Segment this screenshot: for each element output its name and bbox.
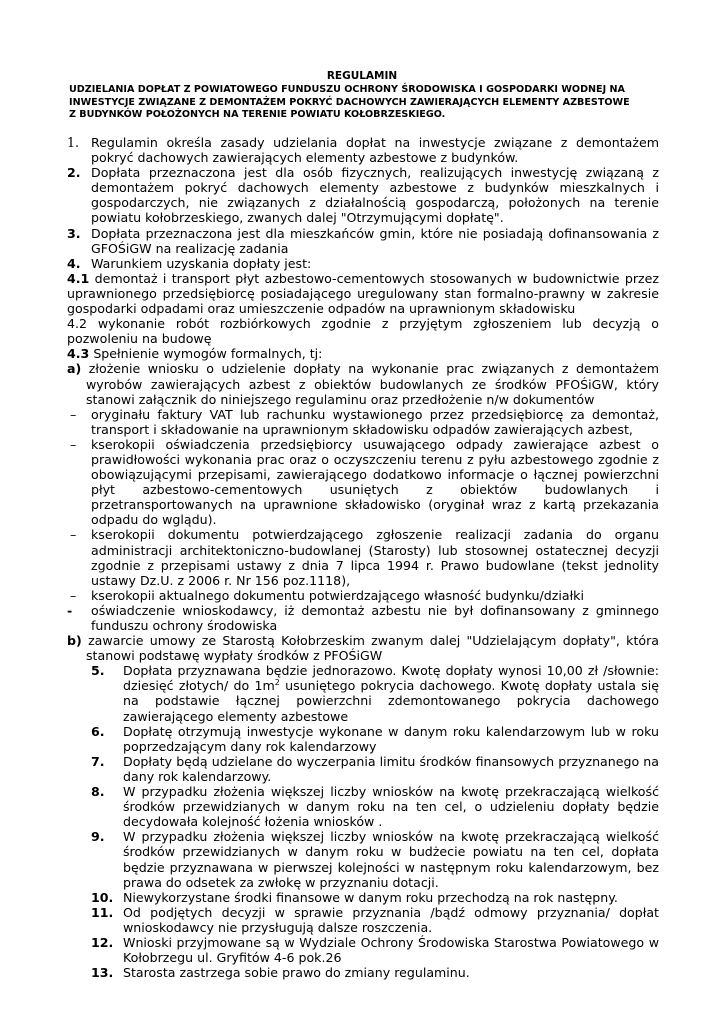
rule-item-12 (67, 935, 659, 965)
dash-bullet: – (70, 587, 77, 603)
rule-item-9 (67, 829, 659, 889)
document-list-item (67, 527, 659, 587)
document-list-item (67, 588, 659, 603)
item-number: 4.1 (67, 270, 90, 286)
item-text: demontaż i transport płyt azbestowo-cementowych stosowanych w budownictwie przez uprawnionego przedsiębiorcę posiadającego uregulowany stan formalno-prawny w zakresie gospodarki odpadami oraz umieszczenie odpadów na uprawnionym składowisku (67, 270, 659, 317)
item-text: oświadczenie wnioskodawcy, iż demontaż azbestu nie był dofinansowany z gminnego funduszu ochrony środowiska (91, 602, 659, 633)
item-number: 10. (91, 889, 114, 905)
item-number: 2. (67, 165, 81, 181)
document-list-item (67, 603, 659, 633)
item-text: Regulamin określa zasady udzielania dopłat na inwestycje związane z demontażem pokryć dachowych zawierających elementy azbestowe z budynków. (91, 135, 659, 166)
item-text: Dopłata przyznawana będzie jednorazowo. Kwotę dopłaty wynosi 10,00 zł /słownie: dziesięć złotych/ do 1m (123, 663, 659, 694)
item-number: 4.3 (67, 346, 90, 362)
rule-item-4-1 (67, 271, 659, 316)
item-number: 5. (91, 663, 105, 679)
item-number: 6. (91, 723, 105, 739)
item-text: Spełnienie wymogów formalnych, tj: (89, 346, 323, 362)
item-number: 7. (91, 753, 105, 769)
rule-item-7 (67, 754, 659, 784)
item-letter: b) (67, 633, 82, 649)
item-text: kserokopii oświadczenia przedsiębiorcy usuwającego odpady zawierające azbest o prawidłowości wykonania prac oraz o oczyszczeniu terenu z pyłu azbestowego zgodnie z obowiązującymi przepisami, zawierającego dodatkowo informacje o łącznej powierzchni płyt azbestowo-cementowych usuniętych z obiektów budowlanych i przetransportowanych na uprawnione składowisko (oryginał wraz z kartą przekazania odpadu do wglądu). (91, 436, 659, 528)
document-list-item (67, 437, 659, 528)
item-letter: a) (67, 361, 82, 377)
item-number: 3. (67, 225, 81, 241)
item-number: 4. (67, 255, 81, 271)
item-text: Niewykorzystane środki finansowe w danym roku przechodzą na rok następny. (123, 889, 618, 905)
item-text: Dopłatę otrzymują inwestycje wykonane w danym roku kalendarzowym lub w roku poprzedzającym dany rok kalendarzowy (123, 723, 659, 754)
rule-item-13 (67, 965, 659, 980)
dash-bullet: – (70, 527, 77, 543)
dash-bullet: – (70, 436, 77, 452)
item-number: 11. (91, 904, 114, 920)
rule-item-1 (67, 135, 659, 165)
item-text: Dopłaty będą udzielane do wyczerpania limitu środków finansowych przyznanego na dany rok kalendarzowy. (123, 753, 659, 784)
rule-item-6 (67, 724, 659, 754)
rule-item-8 (67, 784, 659, 829)
rule-item-3 (67, 226, 659, 256)
item-number: 1. (67, 135, 80, 150)
rule-item-10 (67, 890, 659, 905)
item-text: kserokopii aktualnego dokumentu potwierdzającego własność budynku/działki (91, 587, 584, 603)
document-title: REGULAMIN (326, 70, 398, 82)
item-text: zawarcie umowy ze Starostą Kołobrzeskim zwanym dalej "Udzielającym dopłaty", która stanowi podstawę wypłaty środków z PFOŚiGW (86, 633, 659, 664)
rule-item-b (67, 633, 659, 663)
item-text: Dopłata przeznaczona jest dla osób fizycznych, realizujących inwestycję związaną z demontażem pokryć dachowych elementy azbestowe z budynków mieszkalnych i gospodarczych, nie związanych z działalnością gospodarczą, położonych na terenie powiatu kołobrzeskiego, zwanych dalej "Otrzymującymi dopłatę". (91, 165, 659, 226)
rule-item-4 (67, 256, 659, 271)
document-subtitle (69, 84, 661, 122)
item-text: Warunkiem uzyskania dopłaty jest: (91, 255, 312, 271)
rule-item-2 (67, 165, 659, 225)
rule-item-a (67, 361, 659, 406)
rule-item-4-2 (67, 316, 659, 346)
item-text-continued: usuniętego pokrycia dachowego. Kwotę dopłaty ustala się na podstawie łącznej powierzchni zdemontowanego pokrycia dachowego zawierającego elementy azbestowe (123, 678, 659, 724)
item-number: 8. (91, 784, 105, 800)
subtitle-line: Z BUDYNKÓW POŁOŻONYCH NA TERENIE POWIATU KOŁOBRZESKIEGO. (69, 109, 446, 120)
item-number: 12. (91, 934, 114, 950)
document-body (67, 135, 659, 980)
subtitle-line: UDZIELANIA DOPŁAT Z POWIATOWEGO FUNDUSZU OCHRONY ŚRODOWISKA I GOSPODARKI WODNEJ NA (69, 84, 625, 95)
rule-item-5 (67, 663, 659, 723)
item-text: kserokopii dokumentu potwierdzającego zgłoszenie realizacji zadania do organu administracji architektoniczno-budowlanej (Starosty) lub stosownej ostatecznej decyzji zgodnie z przepisami ustawy z dnia 7 lipca 1994 r. Prawo budowlane (tekst jednolity ustawy Dz.U. z 2006 r. Nr 156 poz.1118), (91, 527, 659, 588)
item-text: W przypadku złożenia większej liczby wniosków na kwotę przekraczającą wielkość środków przewidzianych w danym roku na ten cel, o udzieleniu dopłaty będzie decydowała kolejność łożenia wniosków . (123, 784, 659, 830)
document-list-item (67, 407, 659, 437)
rule-item-11 (67, 905, 659, 935)
item-text: oryginału faktury VAT lub rachunku wystawionego przez przedsiębiorcę za demontaż, transport i składowanie na uprawnionym składowisku odpadów zawierających azbest, (91, 406, 659, 437)
item-number: 13. (91, 965, 114, 981)
subtitle-line: INWESTYCJE ZWIĄZANE Z DEMONTAŻEM POKRYĆ DACHOWYCH ZAWIERAJĄCYCH ELEMENTY AZBESTOWE (69, 96, 630, 108)
item-number: 9. (91, 829, 105, 845)
item-text: złożenie wniosku o udzielenie dopłaty na wykonanie prac związanych z demontażem wyrobów zawierających azbest z obiektów budowlanych ze środków PFOŚiGW, który stanowi załącznik do niniejszego regulaminu oraz przedłożenie n/w dokumentów (86, 361, 659, 407)
item-text: Wnioski przyjmowane są w Wydziale Ochrony Środowiska Starostwa Powiatowego w Kołobrzegu ul. Gryfitów 4-6 pok.26 (123, 934, 659, 966)
item-text: Starosta zastrzega sobie prawo do zmiany regulaminu. (123, 965, 470, 981)
superscript: 2 (274, 678, 280, 688)
dash-bullet: - (67, 602, 73, 618)
item-text: 4.2 wykonanie robót rozbiórkowych zgodnie z przyjętym zgłoszeniem lub decyzją o pozwoleniu na budowę (67, 316, 659, 347)
item-text: Od podjętych decyzji w sprawie przyznania /bądź odmowy przyznania/ dopłat wnioskodawcy nie przysługują dalsze roszczenia. (123, 904, 659, 935)
item-text: W przypadku złożenia większej liczby wniosków na kwotę przekraczającą wielkość środków przewidzianych w danym roku w budżecie powiatu na ten cel, dopłata będzie przyznawana w pierwszej kolejności w następnym roku kalendarzowym, bez prawa do odsetek za zwłokę w przyznaniu dotacji. (123, 829, 659, 890)
rule-item-4-3 (67, 346, 659, 361)
dash-bullet: – (70, 406, 77, 422)
item-text: Dopłata przeznaczona jest dla mieszkańców gmin, które nie posiadają dofinansowania z GFOŚiGW na realizację zadania (91, 225, 659, 256)
